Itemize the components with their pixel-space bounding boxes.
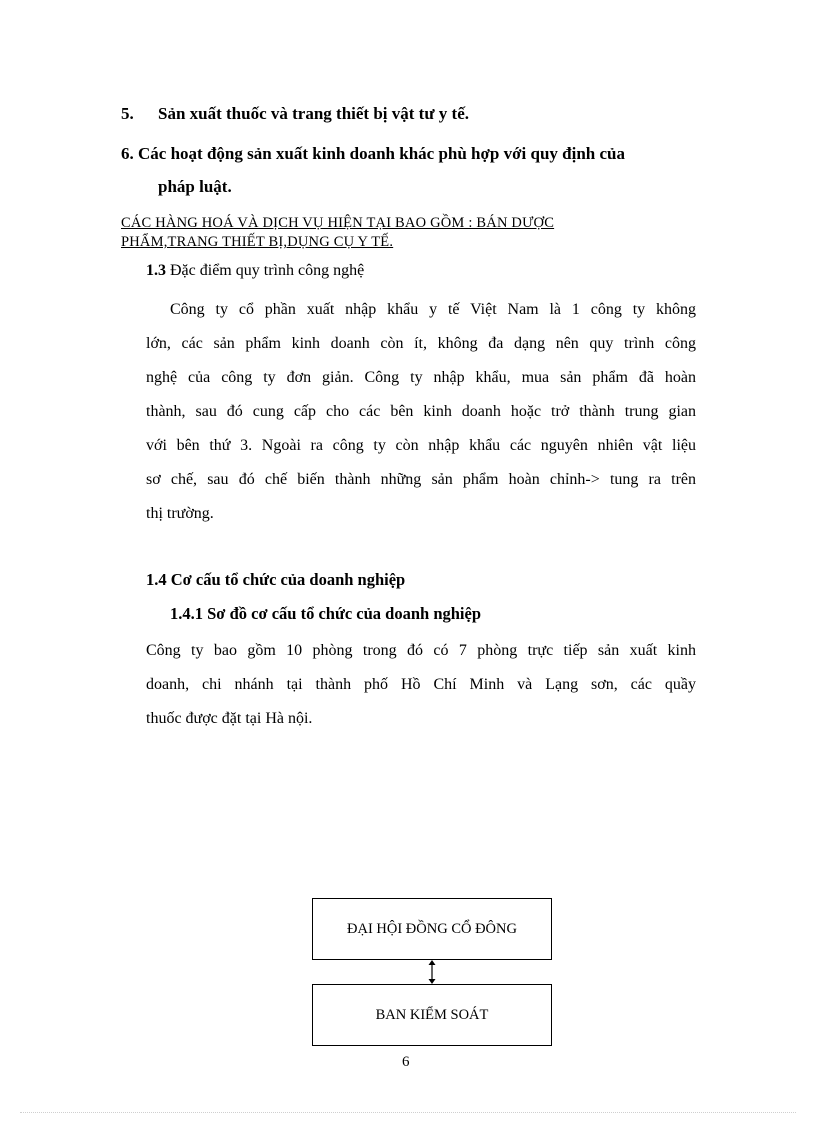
page-number: 6 <box>402 1054 410 1070</box>
list-item-6-line2: pháp luật. <box>158 177 232 196</box>
goods-line-2: PHẨM,TRANG THIẾT BỊ,DỤNG CỤ Y TẾ. <box>121 234 394 250</box>
section-1-4-1-heading: 1.4.1 Sơ đồ cơ cấu tổ chức của doanh nghiệp <box>170 604 482 623</box>
double-arrow-icon <box>425 960 439 984</box>
paragraph-line: sơ chế, sau đó chế biến thành những sản phẩm hoàn chỉnh-> tung ra trên <box>146 471 696 488</box>
paragraph-line: thị trường. <box>146 505 214 522</box>
paragraph-line: Công ty bao gồm 10 phòng trong đó có 7 phòng trực tiếp sản xuất kinh <box>146 642 696 659</box>
paragraph-line: với bên thứ 3. Ngoài ra công ty còn nhập khẩu các nguyên nhiên vật liệu <box>146 437 696 454</box>
paragraph-line: nghệ của công ty đơn giản. Công ty nhập khẩu, mua sản phẩm đã hoàn <box>146 369 696 386</box>
goods-line-1: CÁC HÀNG HOÁ VÀ DỊCH VỤ HIỆN TẠI BAO GỒM : BÁN DƯỢC <box>121 215 555 231</box>
goods-services-heading <box>121 214 554 252</box>
section-1-3-paragraph <box>146 293 696 531</box>
section-1-3-title: Đặc điểm quy trình công nghệ <box>170 262 365 279</box>
section-1-4-heading: 1.4 Cơ cấu tổ chức của doanh nghiệp <box>146 570 406 589</box>
page-bottom-divider <box>20 1112 796 1113</box>
list-item-6-line1: 6. Các hoạt động sản xuất kinh doanh khác phù hợp với quy định của <box>121 144 626 163</box>
paragraph-line: lớn, các sản phẩm kinh doanh còn ít, không đa dạng nên quy trình công <box>146 335 696 352</box>
org-box-shareholders-meeting <box>312 898 552 960</box>
paragraph-line: Công ty cổ phần xuất nhập khẩu y tế Việt Nam là 1 công ty không <box>170 301 696 318</box>
paragraph-line: thành, sau đó cung cấp cho các bên kinh doanh hoặc trở thành trung gian <box>146 403 696 420</box>
paragraph-line: doanh, chi nhánh tại thành phố Hồ Chí Minh và Lạng sơn, các quầy <box>146 676 696 693</box>
section-1-4-paragraph <box>146 634 696 736</box>
list-item-5-number: 5. <box>121 104 134 123</box>
paragraph-line: thuốc được đặt tại Hà nội. <box>146 710 313 727</box>
org-box-supervisory-board <box>312 984 552 1046</box>
section-1-3-heading <box>146 262 364 280</box>
org-box-label: BAN KIỂM SOÁT <box>375 1006 489 1023</box>
section-1-3-number: 1.3 <box>146 262 166 279</box>
list-item-5-text: Sản xuất thuốc và trang thiết bị vật tư y tế. <box>158 104 470 123</box>
org-box-label: ĐẠI HỘI ĐỒNG CỔ ĐÔNG <box>347 920 517 937</box>
